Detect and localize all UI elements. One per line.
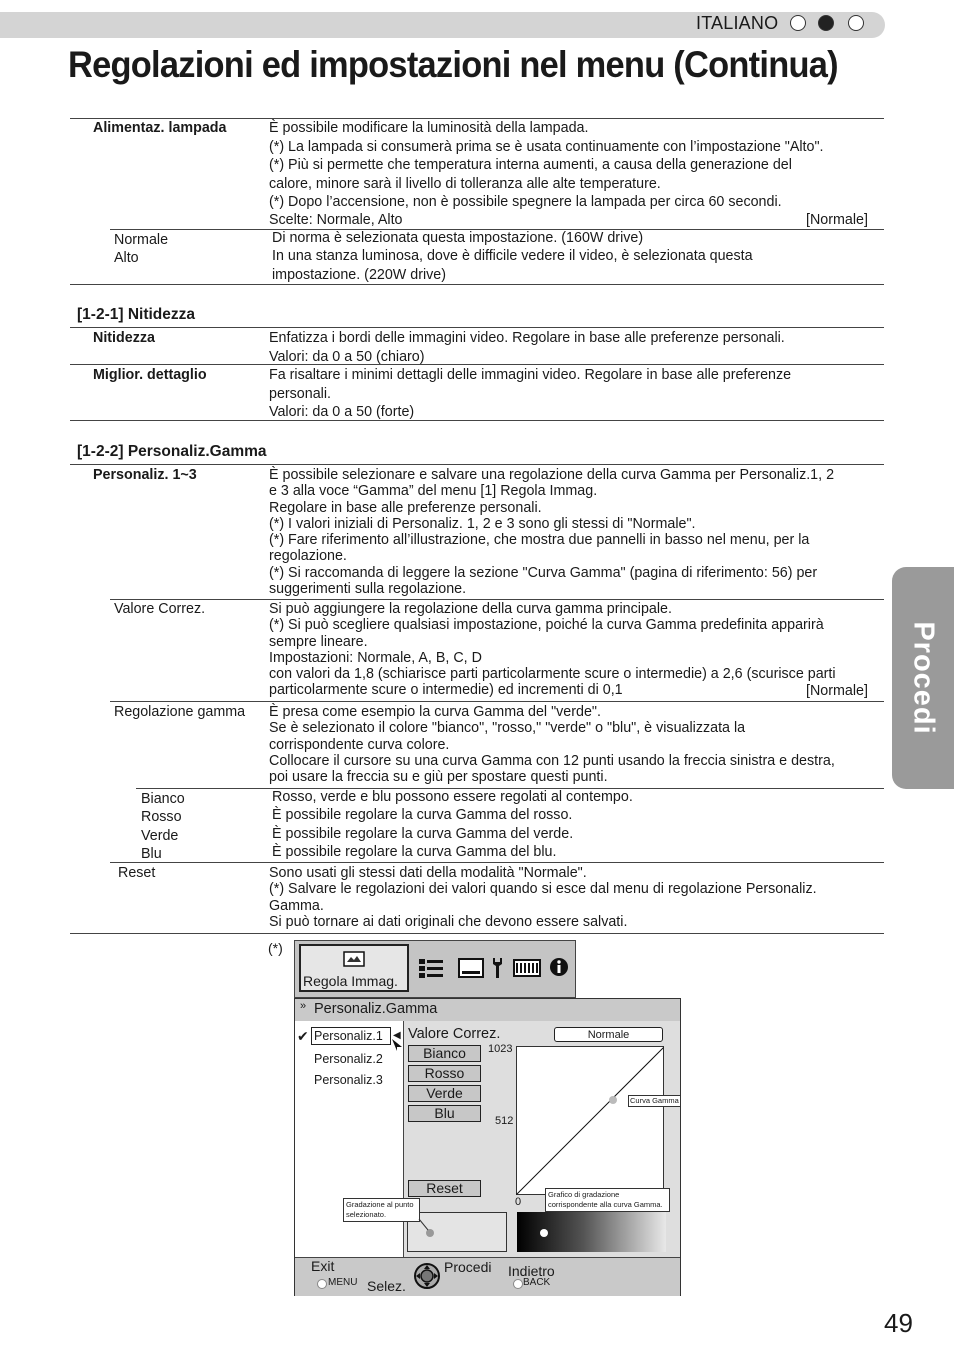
color-desc-bianco: Rosso, verde e blu possono essere regolati al contempo. [272,789,633,805]
regolazione-gamma-desc: È presa come esempio la curva Gamma del "verde". Se è selezionato il colore "bianco", "rosso," "verde" o "blu", è visualizzata la corrispondente curva colore. Collocare il cursore su una curva Gamma con 12 punti usando la freccia sinistra e destra, poi usare la freccia su e giù per spostare questi punti. [269,704,835,786]
lamp-choices: Scelte: Normale, Alto [269,212,403,228]
reset-label: Reset [118,865,156,881]
section-title-nitidezza: [1-2-1] Nitidezza [77,306,195,323]
valore-correz-label: Valore Correz. [114,601,206,617]
reset-desc: Sono usati gli stessi dati della modalità "Normale". (*) Salvare le regolazioni dei valori quando si esce dal menu di regolazione Personaliz. Gamma. Si può tornare ai dati originali che devono essere salvati. [269,865,817,930]
lamp-option-desc-3: impostazione. (220W drive) [272,267,447,283]
indietro-label[interactable]: Indietro [508,1263,555,1279]
callout-line-left [418,1218,432,1234]
lamp-desc-5: (*) Dopo l’accensione, non è possibile spegnere la lampada per circa 60 secondi. [269,194,782,210]
page-dot-1 [790,15,806,31]
divider [70,933,884,934]
axis-label-mid: 512 [495,1115,514,1127]
regolazione-gamma-label: Regolazione gamma [114,704,246,720]
valore-correz-select[interactable]: Normale [554,1027,663,1042]
color-desc-rosso: È possibile regolare la curva Gamma del rosso. [272,807,573,823]
lamp-label: Alimentaz. lampada [93,120,227,136]
divider [70,464,884,465]
menu-note: (*) [268,940,283,956]
lamp-option-alto: Alto [114,250,139,266]
divider [70,118,884,119]
blu-button[interactable]: Blu [408,1105,481,1122]
divider [110,701,884,702]
wrench-icon[interactable] [490,956,504,980]
info-grid-icon[interactable] [513,957,541,979]
divider [70,284,884,285]
axis-label-top: 1023 [488,1043,513,1055]
axis-label-zero: 0 [515,1196,522,1208]
display-icon[interactable] [458,957,484,979]
lamp-desc-1: È possibile modificare la luminosità della lampada. [269,120,589,136]
picture-icon [343,951,365,967]
preset-personaliz-1[interactable]: Personaliz.1 [314,1029,383,1043]
lamp-desc-4: calore, minore sarà il livello di tolleranza alle alte temperature. [269,176,661,192]
color-label-bianco: Bianco [141,791,185,807]
menu-key-label: MENU [328,1277,358,1288]
color-desc-verde: È possibile regolare la curva Gamma del verde. [272,826,574,842]
rosso-button[interactable]: Rosso [408,1065,481,1082]
verde-button[interactable]: Verde [408,1085,481,1102]
lamp-desc-2: (*) La lampada si consumerà prima se è usata continuamente con l’impostazione "Alto". [269,139,824,155]
personaliz-desc: È possibile selezionare e salvare una regolazione della curva Gamma per Personaliz.1, 2 e 3 alla voce “Gamma” del menu [1] Regola Immag. Regolare in base alle preferenze personali. (*) I valori iniziali di Personaliz. 1, 2 e 3 sono gli stessi di "Normale". (*) Fare riferimento all’illustrazione, che mostra due pannelli in basso nel menu, per la regolazione. (*) Si raccomanda di leggere la sezione "Curva Gamma" (pagina di riferimento: 56) per suggerimenti sulla regolazione. [269,467,835,598]
divider [70,420,884,421]
dpad-icon[interactable] [413,1262,441,1290]
settings-list-icon[interactable] [418,957,444,979]
left-arrow-icon: ◀ [393,1030,401,1041]
page-number: 49 [884,1308,913,1338]
language-label: ITALIANO [696,13,779,33]
callout-gradation-graph: Grafico di gradazione corrispondente alla curva Gamma. [545,1188,670,1212]
procedi-label: Procedi [444,1259,492,1275]
tab-regola-immag-label: Regola Immag. [303,973,398,989]
lamp-option-normale: Normale [114,232,169,248]
reset-button[interactable]: Reset [408,1180,481,1197]
color-label-rosso: Rosso [141,809,182,825]
curve-point[interactable] [609,1096,617,1104]
selez-label: Selez. [367,1278,406,1294]
dettaglio-desc-3: Valori: da 0 a 50 (forte) [269,404,415,420]
tab-regola-immag[interactable] [299,944,409,992]
color-label-blu: Blu [141,846,162,862]
page-dot-3 [848,15,864,31]
dettaglio-desc-1: Fa risaltare i minimi dettagli delle immagini video. Regolare in base alle preferenze [269,367,792,383]
menu-key-icon [317,1279,327,1289]
color-desc-blu: È possibile regolare la curva Gamma del blu. [272,844,557,860]
page-title: Regolazioni ed impostazioni nel menu (Continua) [68,44,838,85]
divider [70,364,884,365]
lamp-option-desc-2: In una stanza luminosa, dove è difficile vedere il video, è selezionata questa [272,248,753,264]
nitidezza-desc-1: Enfatizza i bordi delle immagini video. Regolare in base alle preferenze personali. [269,330,785,346]
exit-label[interactable]: Exit [311,1258,335,1274]
lamp-default: [Normale] [806,212,868,228]
divider [110,599,884,600]
preset-personaliz-3[interactable]: Personaliz.3 [314,1073,383,1087]
side-tab-label: Procedi [907,621,940,735]
nitidezza-label: Nitidezza [93,330,155,346]
personaliz-label: Personaliz. 1~3 [93,467,197,483]
curve-gamma-label: Curva Gamma [630,1096,679,1105]
callout-selected-point: Gradazione al punto selezionato. [343,1198,420,1222]
page-dot-2 [818,15,834,31]
back-key-icon [513,1279,523,1289]
section-title-gamma: [1-2-2] Personaliz.Gamma [77,443,267,460]
valore-correz-desc: Si può aggiungere la regolazione della curva gamma principale. (*) Si può scegliere qualsiasi impostazione, poiché la curva Gamma predefinita apparirà sempre lineare. Impostazioni: Normale, A, B, C, D con valori da 1,8 (schiarisce parti particolarmente scure o intermedie) a 2,6 (scurisce parti particolarmente scure o intermedie) ed incrementi di 0,1 [269,601,836,699]
checkmark-icon: ✔ [297,1028,309,1044]
divider [70,327,884,328]
side-tab [892,567,954,789]
gamma-curve-graph[interactable] [516,1046,665,1196]
lamp-desc-3: (*) Più si permette che temperatura interna aumenti, a causa della generazione del [269,157,792,173]
preset-personaliz-2[interactable]: Personaliz.2 [314,1052,383,1066]
color-label-verde: Verde [141,828,179,844]
nitidezza-desc-2: Valori: da 0 a 50 (chiaro) [269,349,425,365]
gradation-marker [540,1229,548,1237]
dettaglio-label: Miglior. dettaglio [93,367,207,383]
double-chevron-icon: » [300,1000,307,1012]
back-key-label: BACK [523,1277,551,1288]
info-icon[interactable] [549,957,569,977]
menu-breadcrumb: Personaliz.Gamma [314,1001,438,1017]
dettaglio-desc-2: personali. [269,386,331,402]
cursor-arrow-icon [391,1038,405,1052]
valore-correz-menu-label: Valore Correz. [408,1026,501,1042]
lamp-option-desc-1: Di norma è selezionata questa impostazione. (160W drive) [272,230,644,246]
divider [110,862,884,863]
bianco-button[interactable]: Bianco [408,1045,481,1062]
valore-correz-default: [Normale] [806,683,868,699]
